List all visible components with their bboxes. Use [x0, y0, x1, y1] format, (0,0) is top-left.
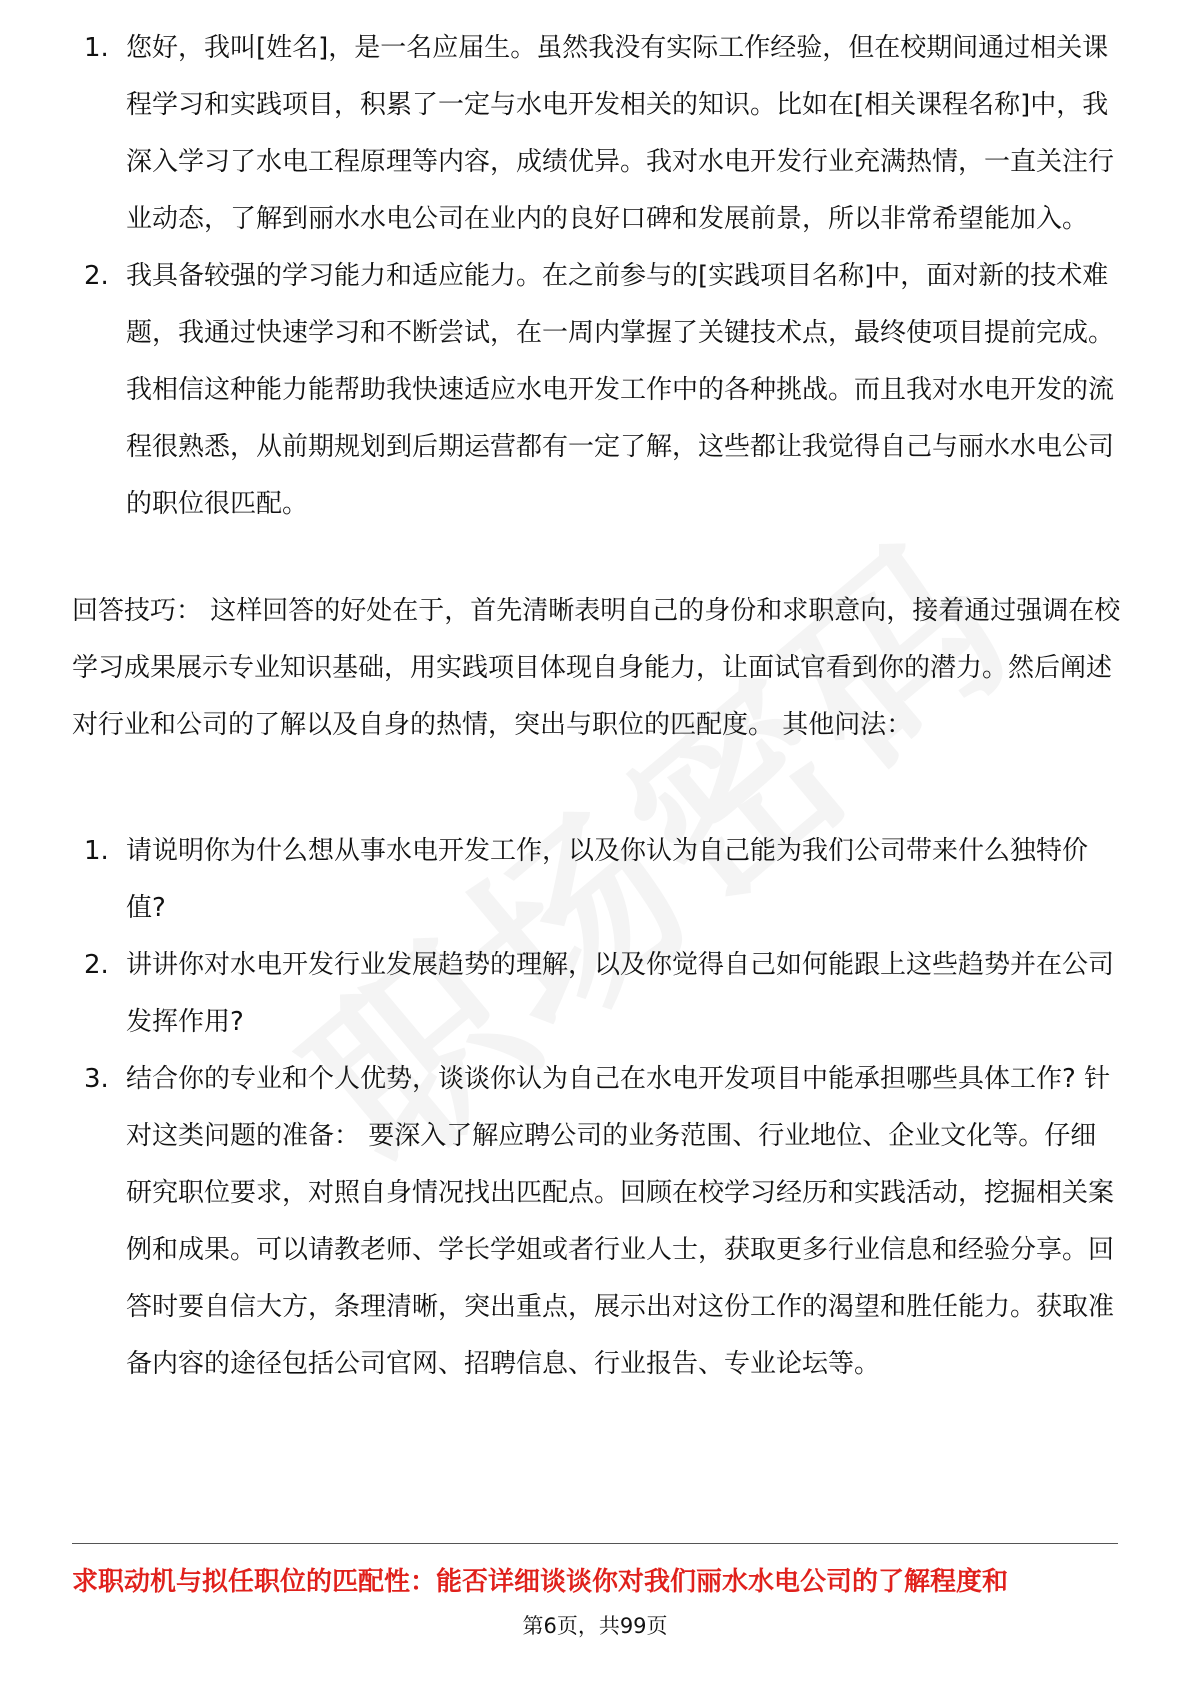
answer-list [0, 20, 1190, 533]
list-item-text: 我具备较强的学习能力和适应能力。在之前参与的[实践项目名称]中，面对新的技术难题，我通过快速学习和不断尝试，在一周内掌握了关键技术点，最终使项目提前完成。我相信这种能力能帮助我快速适应水电开发工作中的各种挑战。而且我对水电开发的流程很熟悉，从前期规划到后期运营都有一定了解，这些都让我觉得自己与丽水水电公司的职位很匹配。 [126, 261, 1115, 519]
answer-tips-paragraph: 回答技巧： 这样回答的好处在于，首先清晰表明自己的身份和求职意向，接着通过强调在校学习成果展示专业知识基础，用实践项目体现自身能力，让面试官看到你的潜力。然后阐述对行业和公司的了解以及自身的热情，突出与职位的匹配度。 其他问法： [72, 596, 1121, 740]
list-item-number: 2. [84, 261, 109, 291]
list-item-text: 您好，我叫[姓名]，是一名应届生。虽然我没有实际工作经验，但在校期间通过相关课程学习和实践项目，积累了一定与水电开发相关的知识。比如在[相关课程名称]中，我深入学习了水电工程原理等内容，成绩优异。我对水电开发行业充满热情，一直关注行业动态，了解到丽水水电公司在业内的良好口碑和发展前景，所以非常希望能加入。 [126, 33, 1115, 234]
list-item [0, 248, 1190, 533]
list-item-number: 1. [84, 33, 109, 63]
list-item-number: 1. [84, 836, 109, 866]
list-item [0, 937, 1190, 1051]
footer-divider [72, 1543, 1118, 1544]
list-item-text: 请说明你为什么想从事水电开发工作，以及你认为自己能为我们公司带来什么独特价值? [126, 836, 1089, 923]
list-item-number: 2. [84, 950, 109, 980]
list-item [0, 20, 1190, 248]
next-section-heading: 求职动机与拟任职位的匹配性：能否详细谈谈你对我们丽水水电公司的了解程度和 [72, 1567, 1009, 1597]
list-item [0, 1051, 1190, 1393]
list-item [0, 823, 1190, 937]
list-item-text: 讲讲你对水电开发行业发展趋势的理解，以及你觉得自己如何能跟上这些趋势并在公司发挥作用? [126, 950, 1115, 1037]
list-item-number: 3. [84, 1064, 109, 1094]
page-number: 第6页，共99页 [522, 1614, 668, 1638]
alternative-questions-list [0, 823, 1190, 1393]
list-item-text: 结合你的专业和个人优势，谈谈你认为自己在水电开发项目中能承担哪些具体工作? 针对这类问题的准备： 要深入了解应聘公司的业务范围、行业地位、企业文化等。仔细研究职位要求，对照自身情况找出匹配点。回顾在校学习经历和实践活动，挖掘相关案例和成果。可以请教老师、学长学姐或者行业人士，获取更多行业信息和经验分享。回答时要自信大方，条理清晰，突出重点，展示出对这份工作的渴望和胜任能力。获取准备内容的途径包括公司官网、招聘信息、行业报告、专业论坛等。 [126, 1064, 1115, 1379]
